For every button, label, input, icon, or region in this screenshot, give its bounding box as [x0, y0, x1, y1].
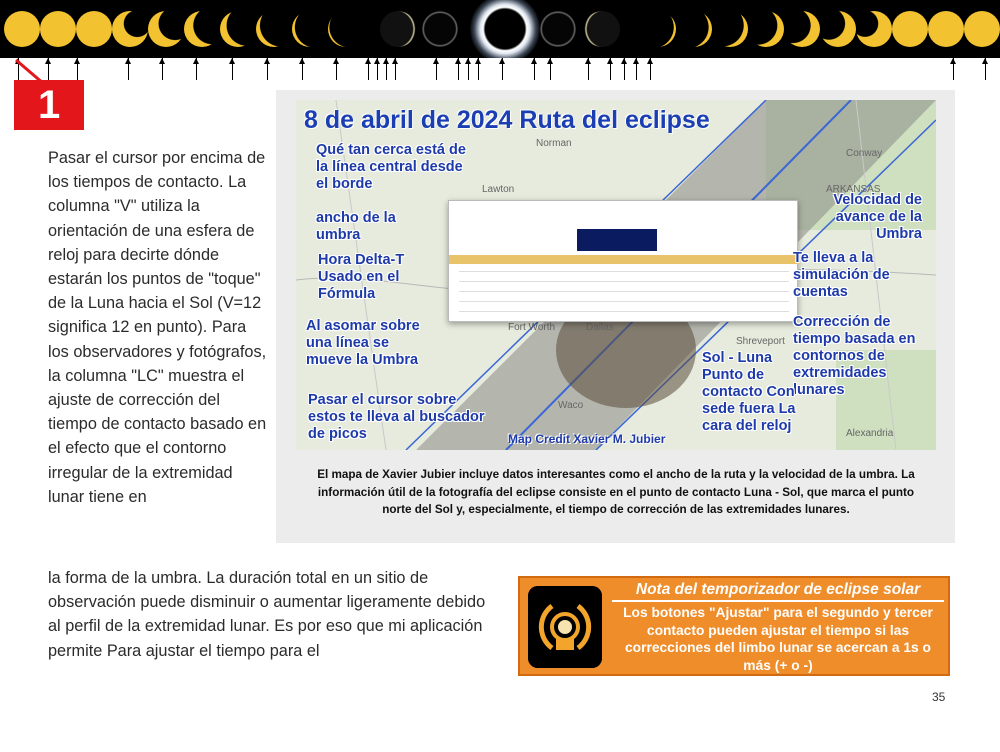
arrow-icon [368, 58, 369, 80]
annotation-simulation: Te lleva a la simulación de cuentas [793, 250, 890, 300]
map-place-label: Fort Worth [508, 322, 556, 333]
sun-phase-icon [676, 11, 712, 47]
map-place-label: Shreveport [736, 336, 785, 347]
sun-phase-icon [380, 11, 416, 47]
arrow-icon [267, 58, 268, 80]
sun-phase-icon [892, 11, 928, 47]
arrow-icon [436, 58, 437, 80]
arrow-icon [162, 58, 163, 80]
arrow-icon [624, 58, 625, 80]
arrow-icon [395, 58, 396, 80]
arrow-icon [196, 58, 197, 80]
eclipse-data-popup[interactable] [448, 200, 798, 322]
arrow-icon [534, 58, 535, 80]
sun-phase-icon [712, 11, 748, 47]
sun-phase-icon [328, 11, 364, 47]
map-credit: Map Credit Xavier M. Jubier [508, 432, 666, 446]
sun-phase-icon [964, 11, 1000, 47]
eclipse-timer-app-icon [528, 586, 602, 668]
map-figure [276, 90, 955, 543]
arrow-icon [336, 58, 337, 80]
map-place-label: Waco [558, 400, 584, 411]
map-caption: El mapa de Xavier Jubier incluye datos interesantes como el ancho de la ruta y la velocidad de la umbra. La información útil de la fotografía del eclipse consiste en el punto de contacto Luna - Sol, que marca el punto norte del Sol y, especialmente, el tiempo de corrección de las extremidades lunares. [317, 468, 915, 516]
arrow-icon [953, 58, 954, 80]
eclipse-path-map [296, 100, 936, 450]
step-number-badge: 1 [14, 80, 84, 130]
arrow-icon [232, 58, 233, 80]
sun-phase-icon [40, 11, 76, 47]
contact-table-header [449, 255, 799, 264]
arrow-icon [77, 58, 78, 80]
annotation-limb-correction: Corrección de tiempo basada en contornos de extremidades lunares [793, 314, 916, 398]
arrow-icon [478, 58, 479, 80]
contact-table-row[interactable] [459, 311, 789, 312]
annotation-umbra-width: ancho de la umbra [316, 210, 396, 243]
arrow-icon [502, 58, 503, 80]
contact-time-arrows [0, 58, 1000, 82]
sun-phase-icon [148, 11, 184, 47]
sun-phase-icon [112, 11, 148, 47]
sun-phase-icon [292, 11, 328, 47]
arrow-icon [302, 58, 303, 80]
arrow-icon [985, 58, 986, 80]
arrow-icon [458, 58, 459, 80]
sun-phase-icon [184, 11, 220, 47]
arrow-icon [128, 58, 129, 80]
map-place-label: Norman [536, 138, 572, 149]
timer-note-box [518, 576, 950, 676]
map-place-label: Dallas [586, 322, 614, 333]
sun-phase-icon [220, 11, 256, 47]
body-paragraph: Pasar el cursor por encima de los tiempos de contacto. La columna "V" utiliza la orientación de una esfera de reloj para decirte dónde estarán los puntos de "toque" de la Luna hacia el Sol (V=12 significa 12 en punto). Para los observadores y fotógrafos, la columna "LC" muestra el ajuste de corrección del tiempo de contacto basado en el efecto que el contorno irregular de la extremidad lunar tiene en [48, 149, 267, 506]
sun-phase-icon [820, 11, 856, 47]
map-place-label: ARKANSAS [826, 184, 881, 195]
map-title: 8 de abril de 2024 Ruta del eclipse [304, 106, 710, 134]
annotation-hover-search: Pasar el cursor sobre estos te lleva al buscador de picos [308, 392, 485, 442]
map-place-label: Alexandria [846, 428, 894, 439]
contact-table-row[interactable] [459, 301, 789, 302]
eclipse-phase-banner [0, 0, 1000, 58]
eclipse-preview-thumbnail [577, 229, 657, 251]
sun-phase-icon [540, 11, 576, 47]
sun-phase-icon [422, 11, 458, 47]
body-paragraph-continued: la forma de la umbra. La duración total en un sitio de observación puede disminuir o aumentar ligeramente debido al perfil de la extremidad lunar. Es por eso que mi aplicación permite Para ajustar el tiempo para el [48, 569, 486, 660]
arrow-icon [588, 58, 589, 80]
contact-table-row[interactable] [459, 271, 789, 272]
arrow-icon [386, 58, 387, 80]
annotation-line-hover: Al asomar sobre una línea se mueve la Umbra [306, 318, 420, 368]
sun-phase-icon [76, 11, 112, 47]
sun-phase-icon [584, 11, 620, 47]
note-title: Nota del temporizador de eclipse solar [612, 581, 944, 602]
note-body: Los botones "Ajustar" para el segundo y tercer contacto pueden ajustar el tiempo si las correcciones del limbo lunar se acercan a 1s o más (+ o -) [623, 605, 933, 673]
map-place-label: Lawton [482, 184, 515, 195]
sun-phase-icon [748, 11, 784, 47]
annotation-central-line: Qué tan cerca está de la línea central desde el borde [316, 142, 466, 192]
annotation-velocity: Velocidad de avance de la Umbra [833, 192, 922, 242]
arrow-icon [610, 58, 611, 80]
arrow-icon [377, 58, 378, 80]
annotation-delta-t: Hora Delta-T Usado en el Fórmula [318, 252, 405, 302]
sun-phase-icon [784, 11, 820, 47]
annotation-sun-moon-contact: Sol - Luna Punto de contacto Con sede fuera La cara del reloj [702, 350, 796, 434]
sun-phase-icon [928, 11, 964, 47]
map-place-label: Conway [846, 148, 883, 159]
arrow-icon [550, 58, 551, 80]
page-number: 35 [932, 690, 946, 704]
arrow-icon [636, 58, 637, 80]
arrow-icon [650, 58, 651, 80]
arrow-icon [468, 58, 469, 80]
sun-phase-icon [640, 11, 676, 47]
contact-table-row[interactable] [459, 291, 789, 292]
sun-phase-icon [256, 11, 292, 47]
sun-phase-icon [4, 11, 40, 47]
contact-table-row[interactable] [459, 281, 789, 282]
sun-phase-icon [856, 11, 892, 47]
total-eclipse-corona-icon [470, 0, 540, 58]
